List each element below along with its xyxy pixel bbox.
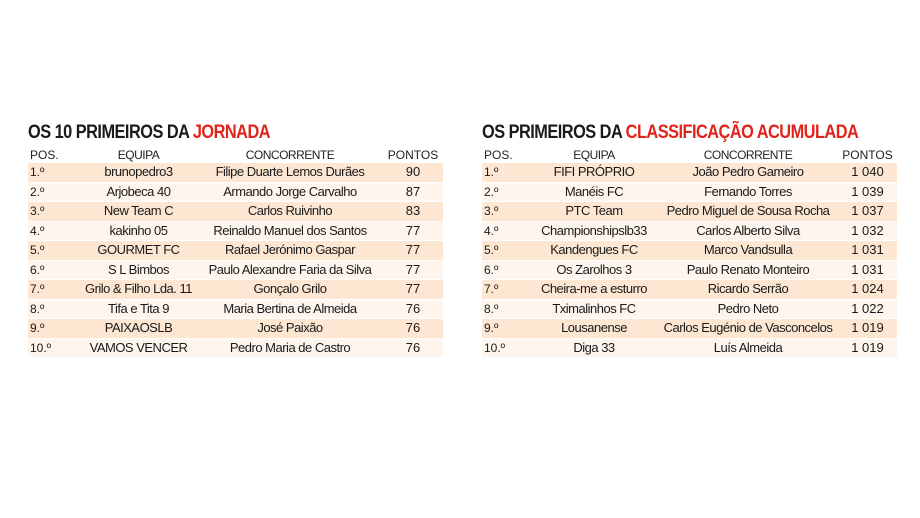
cell-team: PAIXAOSLB <box>104 320 173 335</box>
cell-pos: 5.º <box>30 243 45 257</box>
cell-pos: 4.º <box>30 223 45 238</box>
cell-team: VAMOS VENCER <box>89 339 188 355</box>
jornada-table-body <box>28 163 443 358</box>
cell-team: Cheira-me a esturro <box>540 281 648 296</box>
cell-name: Paulo Renato Monteiro <box>686 261 810 277</box>
cell-name: João Pedro Gameiro <box>692 164 804 179</box>
cell-name: Fernando Torres <box>704 183 792 199</box>
table-row <box>28 339 443 359</box>
cell-name: Pedro Neto <box>717 300 779 316</box>
cell-pos: 1.º <box>484 165 499 179</box>
cell-team: S L Bimbos <box>108 261 169 277</box>
cell-points: 1 032 <box>851 222 884 238</box>
cell-team: Arjobeca 40 <box>106 183 171 199</box>
cell-points: 1 022 <box>851 300 884 316</box>
table-row <box>28 202 443 222</box>
col-header-pos: POS. <box>484 148 513 162</box>
cell-name: José Paixão <box>257 320 323 335</box>
cell-team: Tximalinhos FC <box>552 300 636 316</box>
table-row <box>28 261 443 281</box>
jornada-title-accent: JORNADA <box>192 122 271 143</box>
cell-pos: 8.º <box>484 301 499 316</box>
cell-name: Armando Jorge Carvalho <box>223 183 357 199</box>
col-header-name: CONCORRENTE <box>245 148 335 162</box>
cell-points: 1 031 <box>851 261 884 277</box>
cell-pos: 2.º <box>30 184 45 199</box>
cell-team: New Team C <box>103 203 174 218</box>
cell-pos: 10.º <box>30 340 52 355</box>
cell-name: Rafael Jerónimo Gaspar <box>225 242 355 257</box>
cell-name: Maria Bertina de Almeida <box>223 300 357 316</box>
cell-points: 83 <box>405 203 421 218</box>
cell-pos: 7.º <box>30 282 45 296</box>
cell-points: 77 <box>405 222 421 238</box>
cell-name: Pedro Miguel de Sousa Rocha <box>666 203 830 218</box>
table-row <box>28 241 443 261</box>
cell-name: Filipe Duarte Lemos Durães <box>215 164 365 179</box>
table-row <box>482 300 897 320</box>
table-row <box>28 163 443 183</box>
cell-points: 90 <box>405 164 421 179</box>
cell-points: 1 019 <box>851 320 884 335</box>
cell-pos: 2.º <box>484 184 499 199</box>
col-header-points: PONTOS <box>842 148 893 162</box>
cell-pos: 7.º <box>484 282 499 296</box>
table-row <box>482 241 897 261</box>
acumulada-title <box>482 122 859 144</box>
cell-points: 77 <box>405 242 421 257</box>
cell-points: 1 019 <box>851 339 884 355</box>
cell-points: 76 <box>405 339 421 355</box>
cell-points: 76 <box>405 320 421 335</box>
cell-points: 1 024 <box>851 281 884 296</box>
jornada-ranking-panel <box>28 122 443 358</box>
cell-pos: 6.º <box>30 262 45 277</box>
acumulada-header-row <box>482 147 897 163</box>
cell-team: kakinho 05 <box>109 222 168 238</box>
cell-name: Reinaldo Manuel dos Santos <box>213 222 367 238</box>
table-row <box>482 261 897 281</box>
cell-name: Paulo Alexandre Faria da Silva <box>208 261 372 277</box>
cell-team: Tifa e Tita 9 <box>108 300 169 316</box>
table-row <box>482 163 897 183</box>
table-row <box>28 300 443 320</box>
cell-pos: 9.º <box>30 321 45 335</box>
cell-points: 77 <box>405 281 421 296</box>
cell-name: Luís Almeida <box>713 339 783 355</box>
cell-points: 1 037 <box>851 203 884 218</box>
acumulada-title-accent: CLASSIFICAÇÃO ACUMULADA <box>625 122 859 143</box>
acumulada-table-body <box>482 163 897 358</box>
col-header-team: EQUIPA <box>117 148 160 162</box>
table-row <box>28 183 443 203</box>
col-header-points: PONTOS <box>387 148 439 162</box>
cell-name: Marco Vandsulla <box>703 242 793 257</box>
col-header-name: CONCORRENTE <box>703 148 793 162</box>
table-row <box>482 339 897 359</box>
table-row <box>482 222 897 242</box>
cell-team: Kandengues FC <box>550 242 638 257</box>
cell-pos: 8.º <box>30 301 45 316</box>
cell-name: Gonçalo Grilo <box>253 281 327 296</box>
cell-pos: 3.º <box>484 204 499 218</box>
cell-points: 1 031 <box>851 242 884 257</box>
table-row <box>482 183 897 203</box>
acumulada-title-prefix: OS PRIMEIROS DA <box>482 122 626 143</box>
cell-team: Os Zarolhos 3 <box>556 261 632 277</box>
cell-team: brunopedro3 <box>104 164 173 179</box>
cell-pos: 9.º <box>484 321 499 335</box>
cell-team: FIFI PRÓPRIO <box>553 164 635 179</box>
cell-points: 1 039 <box>851 183 884 199</box>
cell-pos: 10.º <box>484 340 506 355</box>
cell-pos: 5.º <box>484 243 499 257</box>
jornada-title-prefix: OS 10 PRIMEIROS DA <box>28 122 193 143</box>
cell-name: Ricardo Serrão <box>707 281 789 296</box>
cell-points: 77 <box>405 261 421 277</box>
cell-pos: 3.º <box>30 204 45 218</box>
cell-name: Carlos Ruivinho <box>247 203 333 218</box>
cell-pos: 1.º <box>30 165 45 179</box>
cell-team: Championshipslb33 <box>541 222 647 238</box>
jornada-title <box>28 122 385 144</box>
cell-name: Carlos Eugénio de Vasconcelos <box>663 320 833 335</box>
cell-points: 87 <box>405 183 421 199</box>
cell-team: Diga 33 <box>573 339 615 355</box>
acumulada-ranking-panel <box>482 122 897 358</box>
cell-team: Manéis FC <box>564 183 624 199</box>
cell-points: 76 <box>405 300 421 316</box>
cell-name: Carlos Alberto Silva <box>696 222 800 238</box>
col-header-pos: POS. <box>30 148 59 162</box>
cell-points: 1 040 <box>851 164 884 179</box>
table-row <box>28 222 443 242</box>
table-row <box>482 280 897 300</box>
table-row <box>28 319 443 339</box>
cell-name: Pedro Maria de Castro <box>229 339 351 355</box>
cell-pos: 6.º <box>484 262 499 277</box>
table-row <box>28 280 443 300</box>
cell-team: Lousanense <box>561 320 627 335</box>
table-row <box>482 202 897 222</box>
jornada-header-row <box>28 147 443 163</box>
cell-team: GOURMET FC <box>97 242 180 257</box>
cell-team: Grilo & Filho Lda. 11 <box>84 281 193 296</box>
col-header-team: EQUIPA <box>573 148 615 162</box>
cell-team: PTC Team <box>565 203 623 218</box>
cell-pos: 4.º <box>484 223 499 238</box>
table-row <box>482 319 897 339</box>
